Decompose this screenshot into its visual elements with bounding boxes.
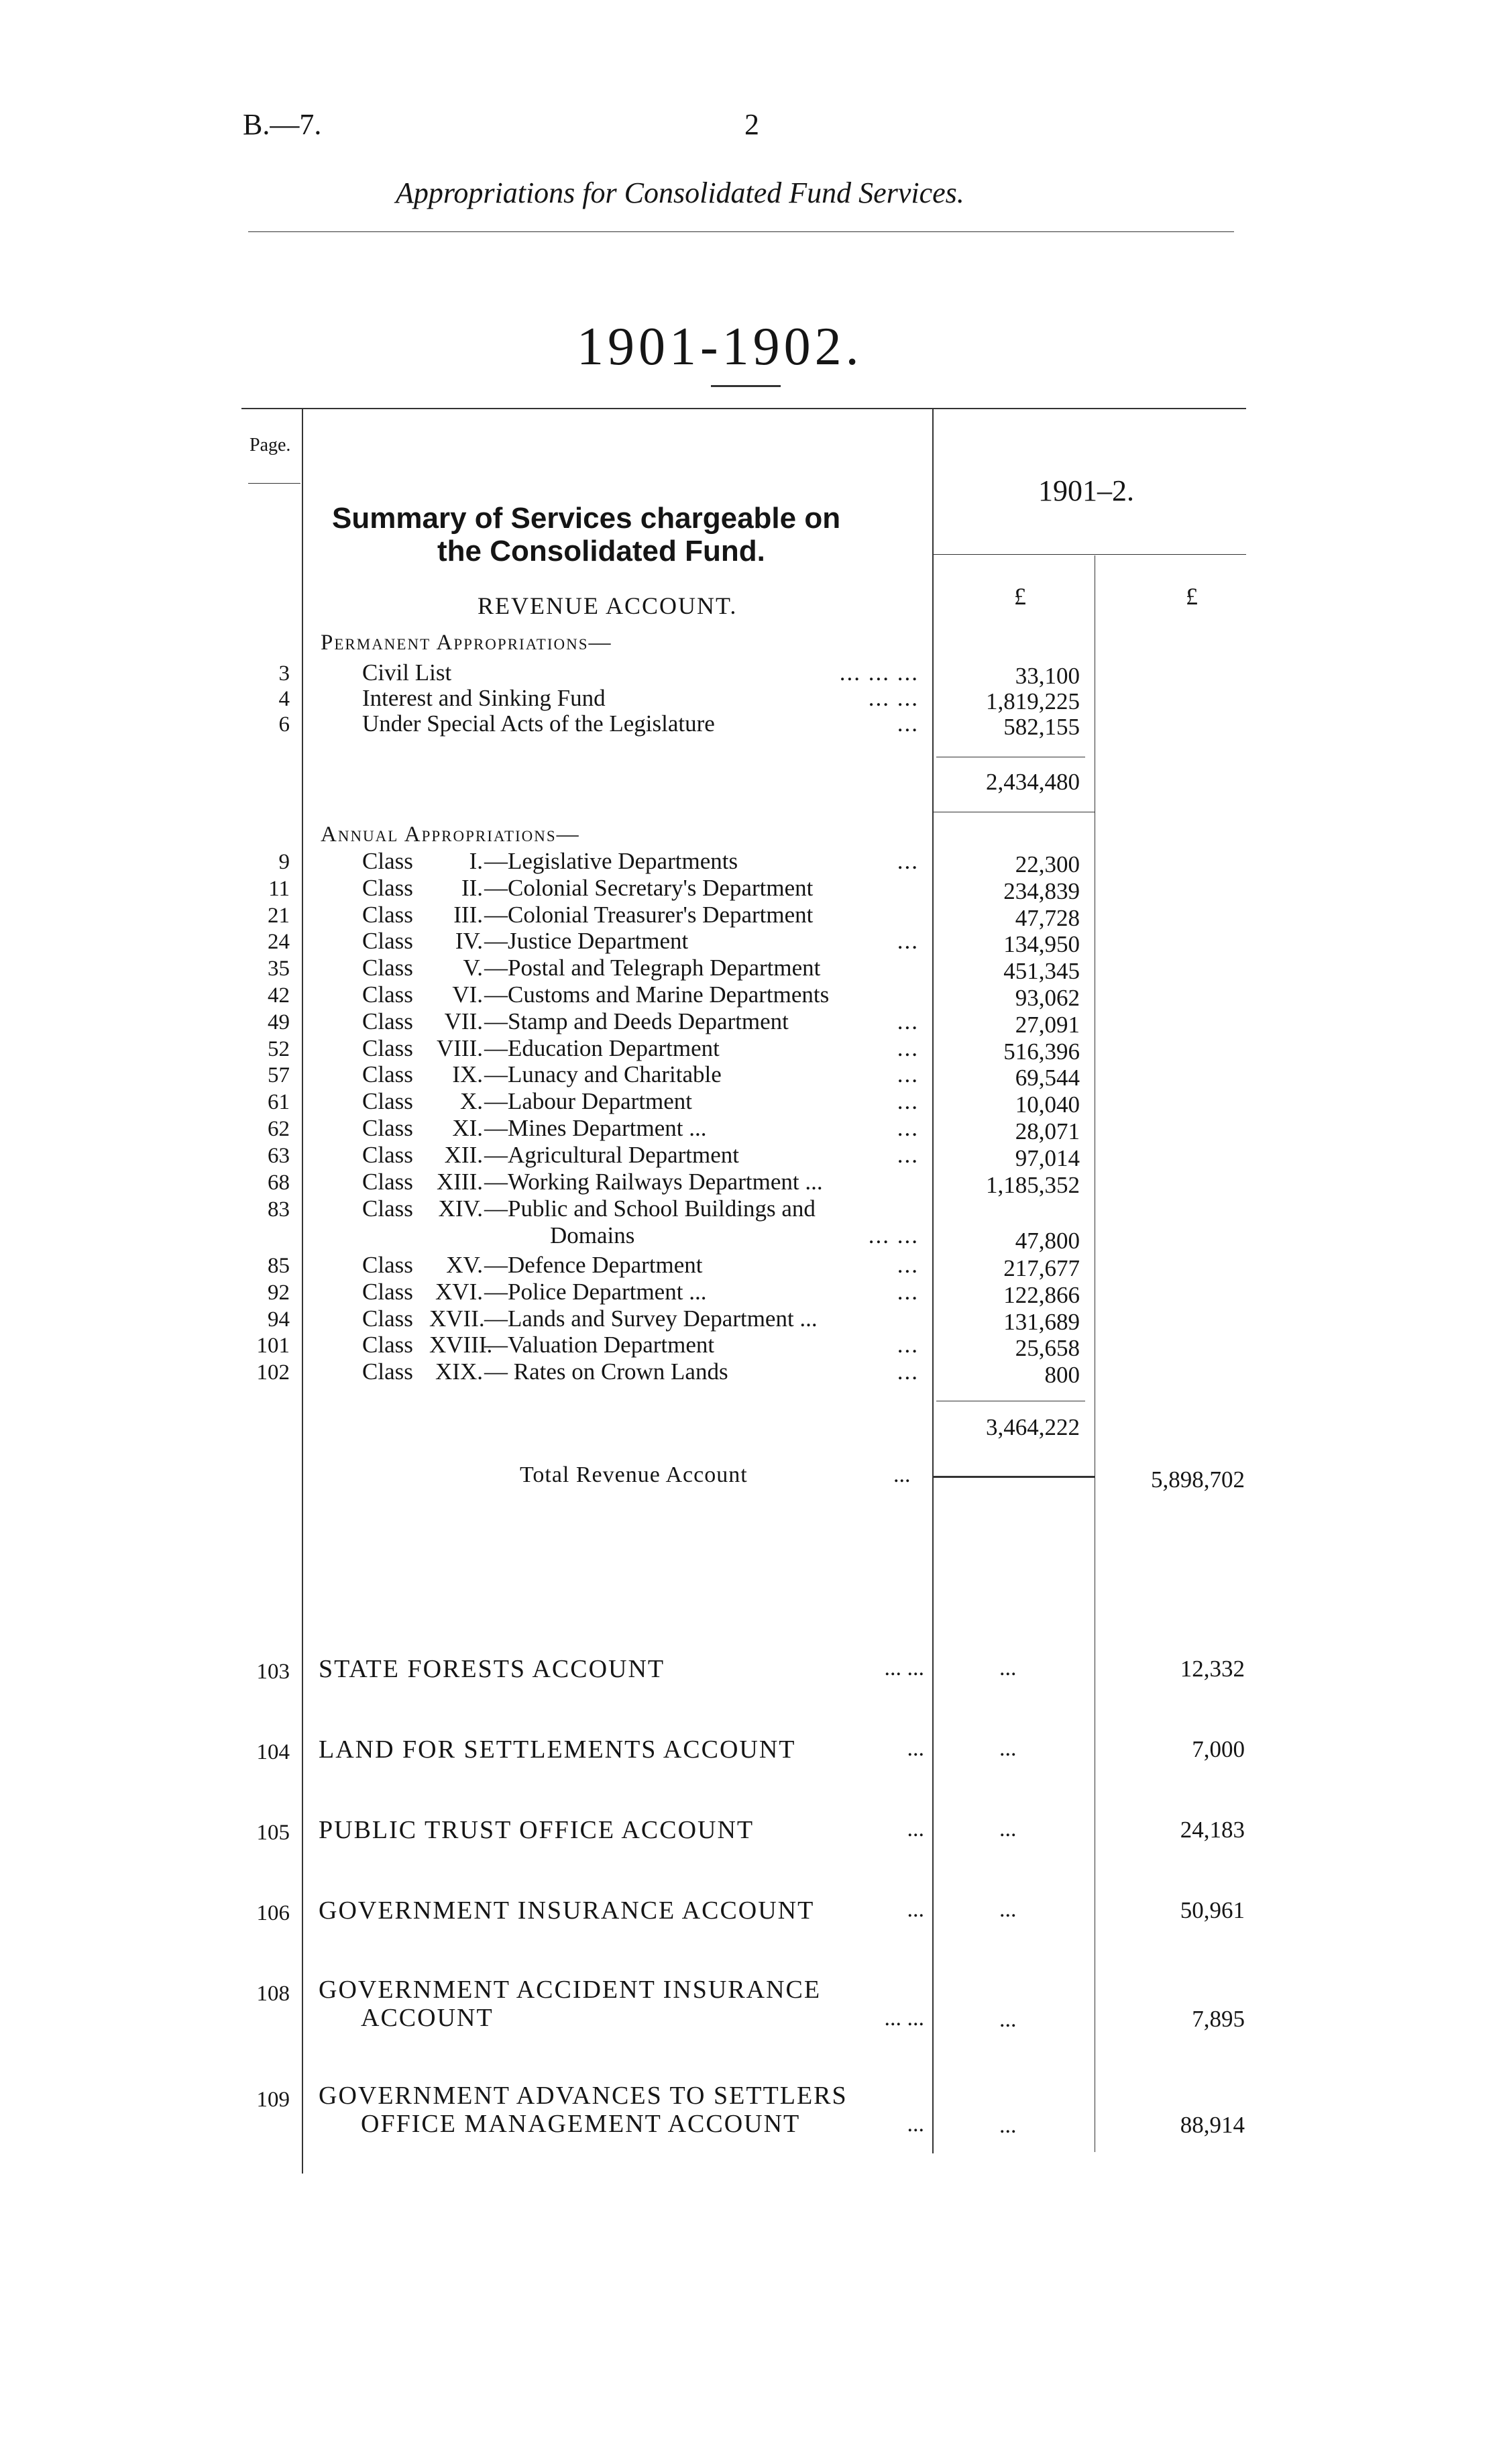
row-leader: ... bbox=[897, 1332, 919, 1358]
row-class-word: Class bbox=[362, 1034, 413, 1061]
row-amount: 131,689 bbox=[1003, 1308, 1080, 1335]
row-page: 42 bbox=[268, 983, 290, 1008]
table-top-rule bbox=[241, 408, 1246, 409]
revenue-account-heading: REVENUE ACCOUNT. bbox=[478, 592, 738, 619]
page-number: 2 bbox=[744, 108, 759, 141]
row-leader: ... ... bbox=[868, 685, 919, 711]
row-amount: 93,062 bbox=[1015, 985, 1080, 1011]
row-class-word: Class bbox=[362, 1278, 413, 1305]
document-reference: B.—7. bbox=[243, 108, 322, 141]
row-class-number: IV. bbox=[455, 928, 483, 955]
row-class-number: VI. bbox=[452, 981, 483, 1008]
row-class-number: XVI. bbox=[435, 1278, 483, 1305]
row-amount: 10,040 bbox=[1015, 1091, 1080, 1118]
row-class-word: Class bbox=[362, 901, 413, 928]
row-page: 102 bbox=[256, 1360, 290, 1385]
row-amount: 28,071 bbox=[1015, 1118, 1080, 1144]
row-amount: 27,091 bbox=[1015, 1011, 1080, 1038]
row-leader: ... ... bbox=[868, 1222, 919, 1248]
row-amount: 47,728 bbox=[1015, 904, 1080, 931]
row-class-word: Class bbox=[362, 1195, 413, 1222]
page-subtitle: Appropriations for Consolidated Fund Services. bbox=[396, 176, 964, 209]
row-amount: 7,895 bbox=[1192, 2006, 1245, 2032]
row-class-word: Class bbox=[362, 1008, 413, 1034]
row-amount: 451,345 bbox=[1003, 958, 1080, 985]
annual-subtotal: 3,464,222 bbox=[986, 1414, 1080, 1440]
row-empty-amount: ... bbox=[999, 1897, 1017, 1922]
row-page: 105 bbox=[256, 1821, 290, 1845]
row-class-word: Class bbox=[362, 874, 413, 901]
row-leader: ... bbox=[907, 2112, 924, 2137]
row-amount: 50,961 bbox=[1180, 1897, 1245, 1923]
row-label: Under Special Acts of the Legislature bbox=[362, 710, 715, 737]
row-page: 49 bbox=[268, 1010, 290, 1034]
row-amount: 7,000 bbox=[1192, 1736, 1245, 1762]
row-leader: ... bbox=[897, 1008, 919, 1034]
row-amount: 516,396 bbox=[1003, 1038, 1080, 1065]
row-label-continued: Domains bbox=[550, 1222, 635, 1248]
row-page: 4 bbox=[278, 687, 290, 711]
row-label: GOVERNMENT ACCIDENT INSURANCE bbox=[319, 1976, 822, 2004]
row-amount: 582,155 bbox=[1003, 714, 1080, 740]
row-class-word: Class bbox=[362, 1358, 413, 1385]
row-leader: ... bbox=[897, 1358, 919, 1385]
row-class-word: Class bbox=[362, 1061, 413, 1088]
row-leader: ... ... ... bbox=[839, 659, 919, 686]
row-class-number: X. bbox=[459, 1088, 483, 1115]
row-amount: 33,100 bbox=[1015, 663, 1080, 689]
row-class-number: XVII. bbox=[429, 1305, 485, 1332]
row-page: 85 bbox=[268, 1254, 290, 1278]
row-label: —Police Department ... bbox=[484, 1278, 707, 1305]
permanent-appropriations-heading: Permanent Appropriations— bbox=[321, 631, 612, 655]
row-label: —Lunacy and Charitable bbox=[484, 1061, 722, 1088]
row-amount: 800 bbox=[1044, 1362, 1080, 1389]
row-empty-amount: ... bbox=[999, 2113, 1017, 2138]
row-label: —Legislative Departments bbox=[484, 848, 738, 874]
row-leader: ... bbox=[897, 1034, 919, 1061]
row-class-number: XII. bbox=[444, 1141, 483, 1168]
row-label: —Postal and Telegraph Department bbox=[484, 955, 821, 981]
row-amount: 25,658 bbox=[1015, 1335, 1080, 1362]
row-label: —Public and School Buildings and bbox=[484, 1195, 816, 1222]
row-leader: ... bbox=[897, 1088, 919, 1115]
row-class-word: Class bbox=[362, 1305, 413, 1332]
row-amount: 24,183 bbox=[1180, 1817, 1245, 1843]
row-class-number: I. bbox=[469, 848, 483, 874]
row-page: 103 bbox=[256, 1660, 290, 1684]
row-label: —Agricultural Department bbox=[484, 1141, 740, 1168]
row-class-word: Class bbox=[362, 848, 413, 874]
row-class-word: Class bbox=[362, 981, 413, 1008]
annual-appropriations-heading: Annual Appropriations— bbox=[321, 822, 580, 847]
row-page: 94 bbox=[268, 1307, 290, 1332]
year-title: 1901-1902. bbox=[577, 317, 863, 376]
page-column-divider bbox=[302, 409, 303, 2174]
total-revenue-leader: ... bbox=[893, 1462, 911, 1487]
year-header-rule bbox=[934, 554, 1246, 555]
row-label: —Customs and Marine Departments bbox=[484, 981, 830, 1008]
total-revenue-label: Total Revenue Account bbox=[520, 1462, 748, 1487]
row-label-continued: ACCOUNT bbox=[361, 2004, 494, 2032]
row-label-continued: OFFICE MANAGEMENT ACCOUNT bbox=[361, 2110, 801, 2138]
row-page: 68 bbox=[268, 1170, 290, 1195]
summary-title-line1: Summary of Services chargeable on bbox=[332, 502, 841, 535]
row-class-word: Class bbox=[362, 1115, 413, 1141]
row-amount: 122,866 bbox=[1003, 1281, 1080, 1308]
permanent-subtotal: 2,434,480 bbox=[986, 769, 1080, 795]
currency-symbol-2: £ bbox=[1186, 583, 1198, 610]
row-amount: 97,014 bbox=[1015, 1144, 1080, 1171]
year-title-underline bbox=[711, 385, 781, 387]
row-leader: ... bbox=[897, 1252, 919, 1278]
row-page: 106 bbox=[256, 1901, 290, 1925]
row-leader: ... bbox=[897, 1141, 919, 1168]
row-class-number: XIII. bbox=[437, 1168, 483, 1195]
row-class-word: Class bbox=[362, 1252, 413, 1278]
row-empty-amount: ... bbox=[999, 1656, 1017, 1680]
row-label: —Defence Department bbox=[484, 1252, 703, 1278]
summary-title-line2: the Consolidated Fund. bbox=[437, 535, 765, 568]
row-empty-amount: ... bbox=[999, 1817, 1017, 1841]
row-class-word: Class bbox=[362, 1141, 413, 1168]
row-class-word: Class bbox=[362, 955, 413, 981]
row-amount: 1,185,352 bbox=[986, 1171, 1080, 1198]
row-page: 35 bbox=[268, 957, 290, 981]
row-page: 62 bbox=[268, 1117, 290, 1141]
row-page: 104 bbox=[256, 1740, 290, 1764]
page-header-rule bbox=[248, 483, 300, 484]
row-leader: ... bbox=[897, 848, 919, 874]
total-revenue-amount: 5,898,702 bbox=[1151, 1466, 1245, 1493]
currency-symbol-1: £ bbox=[1014, 583, 1026, 610]
row-page: 83 bbox=[268, 1197, 290, 1222]
page-column-header: Page. bbox=[249, 435, 291, 456]
row-leader: ... bbox=[897, 710, 919, 737]
row-class-word: Class bbox=[362, 928, 413, 955]
row-amount: 1,819,225 bbox=[986, 688, 1080, 714]
row-page: 3 bbox=[278, 661, 290, 686]
row-label: —Justice Department bbox=[484, 928, 689, 955]
row-amount: 69,544 bbox=[1015, 1065, 1080, 1091]
row-class-number: III. bbox=[453, 901, 483, 928]
row-class-number: XIV. bbox=[438, 1195, 483, 1222]
row-label: —Colonial Treasurer's Department bbox=[484, 901, 814, 928]
row-leader: ... bbox=[897, 1061, 919, 1088]
row-label: GOVERNMENT INSURANCE ACCOUNT bbox=[319, 1896, 815, 1925]
row-label: —Colonial Secretary's Department bbox=[484, 874, 814, 901]
row-class-number: II. bbox=[461, 874, 483, 901]
row-page: 101 bbox=[256, 1334, 290, 1358]
row-class-word: Class bbox=[362, 1088, 413, 1115]
row-label: Interest and Sinking Fund bbox=[362, 685, 606, 711]
row-class-number: VII. bbox=[444, 1008, 483, 1034]
row-label: STATE FORESTS ACCOUNT bbox=[319, 1655, 665, 1683]
row-leader: ... bbox=[907, 1817, 924, 1841]
annual-section-rule bbox=[934, 1476, 1095, 1478]
row-amount: 47,800 bbox=[1015, 1228, 1080, 1254]
row-label: — Rates on Crown Lands bbox=[484, 1358, 728, 1385]
row-label: LAND FOR SETTLEMENTS ACCOUNT bbox=[319, 1735, 796, 1764]
row-page: 6 bbox=[278, 712, 290, 737]
row-label: —Stamp and Deeds Department bbox=[484, 1008, 789, 1034]
row-label: PUBLIC TRUST OFFICE ACCOUNT bbox=[319, 1816, 755, 1844]
row-class-word: Class bbox=[362, 1332, 413, 1358]
row-label: GOVERNMENT ADVANCES TO SETTLERS bbox=[319, 2082, 848, 2110]
row-label: —Education Department bbox=[484, 1034, 720, 1061]
row-amount: 234,839 bbox=[1003, 877, 1080, 904]
row-leader: ... bbox=[897, 928, 919, 955]
row-class-word: Class bbox=[362, 1168, 413, 1195]
row-page: 52 bbox=[268, 1036, 290, 1061]
row-label: —Lands and Survey Department ... bbox=[484, 1305, 818, 1332]
row-label: —Mines Department ... bbox=[484, 1115, 707, 1141]
row-class-number: XIX. bbox=[435, 1358, 483, 1385]
row-page: 108 bbox=[256, 1982, 290, 2006]
row-empty-amount: ... bbox=[999, 2007, 1017, 2032]
row-label: Civil List bbox=[362, 659, 452, 686]
row-class-number: IX. bbox=[452, 1061, 483, 1088]
row-leader: ... bbox=[907, 1897, 924, 1922]
row-empty-amount: ... bbox=[999, 1736, 1017, 1761]
row-amount: 12,332 bbox=[1180, 1656, 1245, 1682]
row-page: 92 bbox=[268, 1280, 290, 1305]
row-class-number: V. bbox=[463, 955, 483, 981]
row-page: 9 bbox=[278, 850, 290, 874]
row-page: 57 bbox=[268, 1063, 290, 1088]
subtitle-rule bbox=[248, 231, 1234, 232]
row-class-number: XI. bbox=[452, 1115, 483, 1141]
row-page: 109 bbox=[256, 2088, 290, 2112]
row-label: —Valuation Department bbox=[484, 1332, 715, 1358]
row-page: 21 bbox=[268, 903, 290, 928]
row-leader: ... bbox=[897, 1278, 919, 1305]
row-amount: 134,950 bbox=[1003, 931, 1080, 958]
row-leader: ... bbox=[907, 1736, 924, 1761]
year-column-header: 1901–2. bbox=[1038, 474, 1134, 507]
row-amount: 22,300 bbox=[1015, 851, 1080, 877]
row-page: 24 bbox=[268, 930, 290, 955]
row-amount: 88,914 bbox=[1180, 2112, 1245, 2138]
row-leader: ... bbox=[897, 1115, 919, 1141]
row-page: 63 bbox=[268, 1143, 290, 1168]
row-page: 11 bbox=[268, 876, 290, 901]
row-label: —Labour Department bbox=[484, 1088, 693, 1115]
row-page: 61 bbox=[268, 1090, 290, 1115]
row-label: —Working Railways Department ... bbox=[484, 1168, 823, 1195]
row-leader: ... ... bbox=[884, 1656, 924, 1680]
row-amount: 217,677 bbox=[1003, 1255, 1080, 1281]
row-class-number: VIII. bbox=[437, 1034, 483, 1061]
row-class-number: XV. bbox=[446, 1252, 483, 1278]
row-class-number: XVIII. bbox=[429, 1332, 493, 1358]
row-leader: ... ... bbox=[884, 2006, 924, 2031]
